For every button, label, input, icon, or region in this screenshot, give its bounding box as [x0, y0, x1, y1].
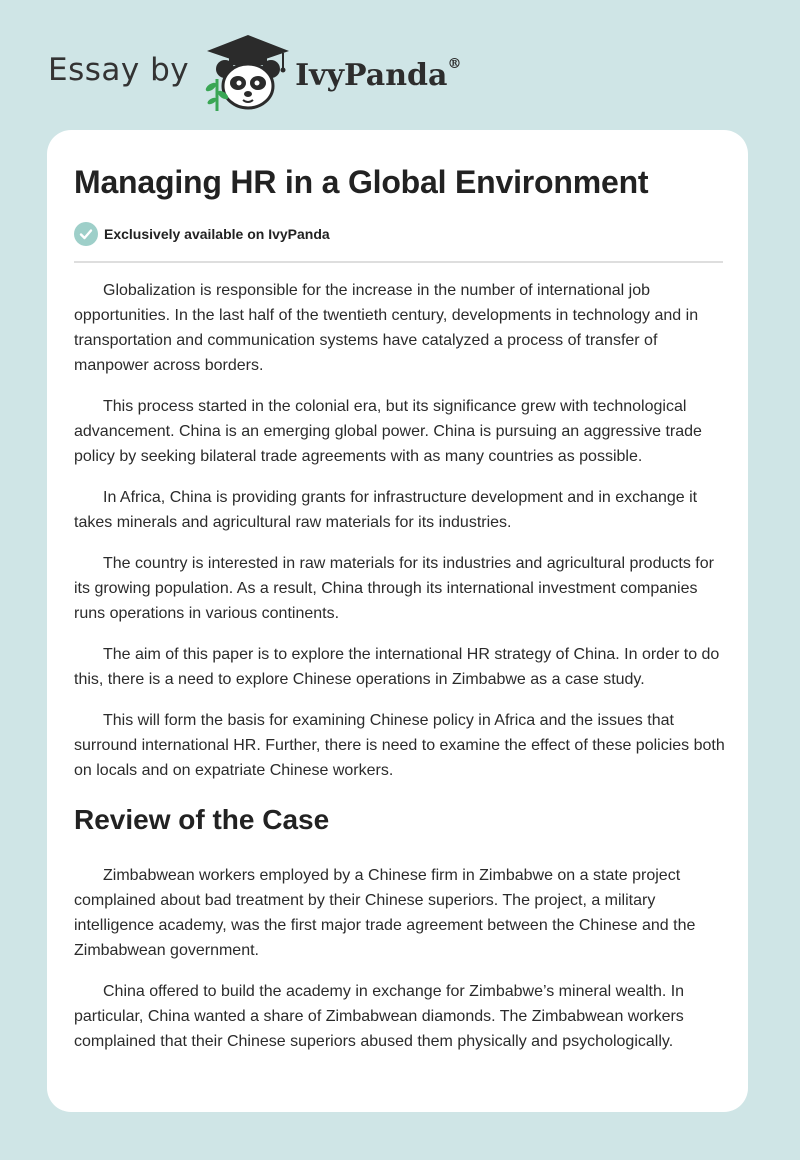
exclusive-badge	[74, 222, 330, 246]
registered-mark: ®	[447, 55, 462, 72]
paragraph: Zimbabwean workers employed by a Chinese firm in Zimbabwe on a state project complained about bad treatment by their Chinese superiors. The project, a military intelligence academy, was the first major trade agreement between the Chinese and the Zimbabwean government.	[74, 867, 696, 959]
paragraph: In Africa, China is providing grants for infrastructure development and in exchange it takes minerals and agricultural raw materials for its industries.	[74, 489, 698, 531]
brand-name[interactable]: IvyPanda®	[295, 55, 462, 93]
essay-by-label: Essay by	[48, 52, 190, 88]
article-body	[74, 278, 726, 1070]
paragraph: The country is interested in raw materials for its industries and agricultural products for its growing population. As a result, China through its international investment companies runs operations in various continents.	[74, 555, 714, 622]
paragraph: This will form the basis for examining Chinese policy in Africa and the issues that surround international HR. Further, there is need to examine the effect of these policies both on locals and on expatriate Chinese workers.	[74, 712, 725, 779]
page-title: Managing HR in a Global Environment	[74, 164, 649, 200]
article-card	[47, 130, 748, 1112]
paragraph: The aim of this paper is to explore the international HR strategy of China. In order to do this, there is a need to explore Chinese operations in Zimbabwe as a case study.	[74, 646, 720, 688]
panda-logo-icon[interactable]	[203, 33, 293, 113]
paragraph: China offered to build the academy in exchange for Zimbabwe’s mineral wealth. In particular, China wanted a share of Zimbabwean diamonds. The Zimbabwean workers complained that their Chinese superiors abused them physically and psychologically.	[74, 983, 685, 1050]
divider	[74, 261, 723, 263]
paragraph: This process started in the colonial era, but its significance grew with technological advancement. China is an emerging global power. China is pursuing an aggressive trade policy by seeking bilateral trade agreements with as many countries as possible.	[74, 398, 702, 465]
exclusive-badge-label: Exclusively available on IvyPanda	[104, 226, 330, 242]
site-header	[48, 28, 461, 118]
paragraph: Globalization is responsible for the increase in the number of international job opportunities. In the last half of the twentieth century, developments in technology and in transportation and communication systems have catalyzed a process of transfer of manpower across borders.	[74, 282, 699, 374]
check-icon	[74, 222, 98, 246]
section-heading: Review of the Case	[74, 804, 330, 835]
